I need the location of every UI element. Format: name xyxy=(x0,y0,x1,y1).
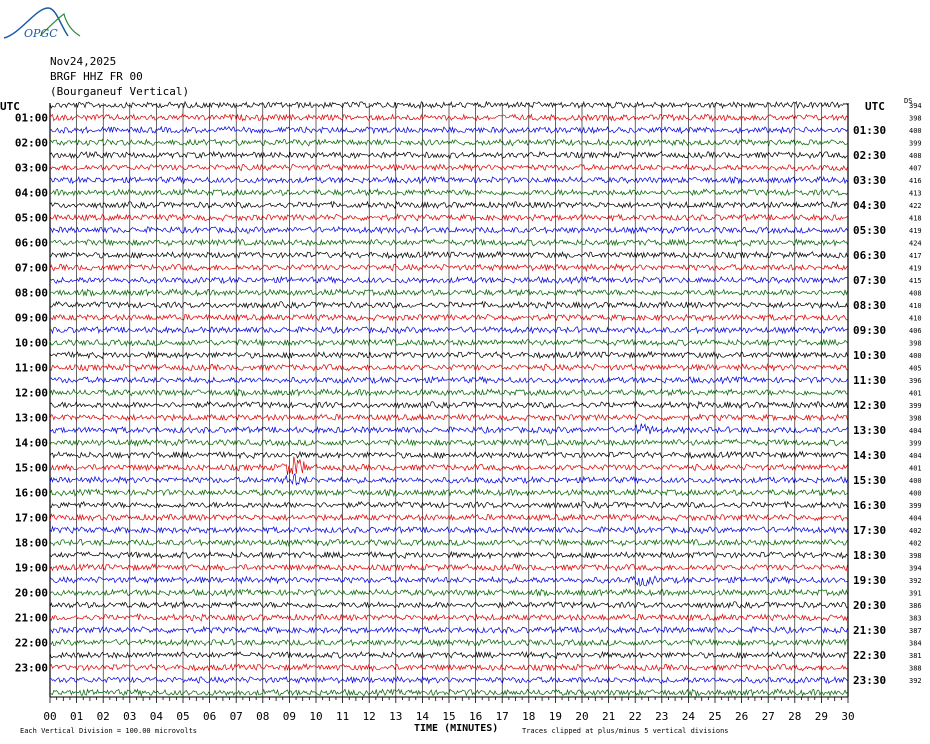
ds-label: DS xyxy=(904,97,913,105)
right-time-label: 17:30 xyxy=(853,524,887,537)
x-tick-label: 07 xyxy=(229,710,243,723)
left-time-label: 14:00 xyxy=(14,436,48,450)
right-time-label: 10:30 xyxy=(853,349,887,362)
ds-value: 419 xyxy=(909,264,922,273)
ds-value: 396 xyxy=(909,377,922,385)
ds-value: 401 xyxy=(909,389,922,398)
x-tick-label: 28 xyxy=(788,710,802,723)
right-time-label: 16:30 xyxy=(853,499,887,512)
right-time-label: 23:30 xyxy=(853,674,887,687)
left-time-label: 15:00 xyxy=(14,461,48,475)
ds-value: 410 xyxy=(909,314,922,323)
left-time-label: 04:00 xyxy=(14,186,48,200)
right-time-label: 01:30 xyxy=(853,124,887,137)
x-tick-label: 29 xyxy=(814,710,829,723)
ds-value: 406 xyxy=(909,327,922,335)
right-time-label: 08:30 xyxy=(853,299,887,312)
x-tick-label: 15 xyxy=(442,710,456,723)
logo-text: OPGC xyxy=(24,27,58,40)
x-tick-label: 16 xyxy=(468,710,483,723)
left-utc-label: UTC xyxy=(0,100,20,113)
ds-value: 384 xyxy=(909,639,922,648)
left-time-label: 07:00 xyxy=(14,261,48,275)
x-tick-label: 02 xyxy=(96,710,110,723)
ds-value: 402 xyxy=(909,539,922,548)
right-time-label: 07:30 xyxy=(853,274,887,287)
ds-value: 383 xyxy=(909,614,922,623)
x-tick-label: 04 xyxy=(149,710,164,723)
right-time-label: 14:30 xyxy=(853,449,887,462)
left-time-label: 10:00 xyxy=(14,336,48,350)
x-tick-label: 21 xyxy=(601,710,616,723)
ds-value: 388 xyxy=(909,664,922,673)
right-time-labels xyxy=(853,124,886,687)
right-time-label: 22:30 xyxy=(853,649,887,662)
x-tick-label: 03 xyxy=(123,710,137,723)
left-time-label: 20:00 xyxy=(14,586,48,600)
ds-value: 399 xyxy=(909,139,922,148)
ds-value-labels xyxy=(909,102,922,685)
ds-value: 387 xyxy=(909,627,922,635)
ds-value: 398 xyxy=(909,114,922,123)
x-tick-label: 19 xyxy=(548,710,563,723)
ds-value: 405 xyxy=(909,364,922,373)
left-time-label: 19:00 xyxy=(14,561,48,575)
scale-note: Each Vertical Division = 100.00 microvolts xyxy=(20,727,198,735)
left-time-label: 21:00 xyxy=(14,611,48,625)
x-tick-label: 20 xyxy=(575,710,589,723)
ds-value: 399 xyxy=(909,402,922,410)
left-time-label: 12:00 xyxy=(14,386,48,400)
right-time-label: 12:30 xyxy=(853,399,887,412)
ds-value: 381 xyxy=(909,652,922,660)
ds-value: 399 xyxy=(909,502,922,510)
ds-value: 404 xyxy=(909,452,922,460)
ds-value: 400 xyxy=(909,477,922,485)
x-tick-label: 14 xyxy=(415,710,430,723)
header-date: Nov24,2025 xyxy=(50,55,117,68)
x-tick-label: 23 xyxy=(655,710,669,723)
x-tick-label: 12 xyxy=(362,710,376,723)
clip-note: Traces clipped at plus/minus 5 vertical divisions xyxy=(522,727,729,735)
left-time-label: 03:00 xyxy=(14,161,48,175)
right-utc-label: UTC xyxy=(865,100,885,113)
right-time-label: 20:30 xyxy=(853,599,887,612)
ds-value: 400 xyxy=(909,489,922,498)
right-time-label: 04:30 xyxy=(853,199,887,212)
ds-value: 394 xyxy=(909,102,922,110)
x-tick-label: 00 xyxy=(43,710,57,723)
ds-value: 391 xyxy=(909,589,922,598)
right-time-label: 02:30 xyxy=(853,149,887,162)
ds-value: 401 xyxy=(909,464,922,473)
x-tick-label: 10 xyxy=(309,710,323,723)
left-time-label: 18:00 xyxy=(14,536,48,550)
left-time-label: 16:00 xyxy=(14,486,48,500)
ds-value: 408 xyxy=(909,152,922,160)
x-tick-label: 08 xyxy=(256,710,270,723)
x-tick-label: 09 xyxy=(282,710,297,723)
ds-value: 410 xyxy=(909,302,922,310)
ds-value: 398 xyxy=(909,414,922,423)
ds-value: 392 xyxy=(909,577,922,585)
left-time-label: 06:00 xyxy=(14,236,48,250)
x-tick-label: 01 xyxy=(69,710,84,723)
right-time-label: 21:30 xyxy=(853,624,887,637)
ds-value: 398 xyxy=(909,339,922,348)
ds-value: 424 xyxy=(909,239,922,248)
left-time-label: 08:00 xyxy=(14,286,48,300)
right-time-label: 06:30 xyxy=(853,249,887,262)
x-tick-label: 18 xyxy=(522,710,536,723)
x-tick-label: 17 xyxy=(495,710,509,723)
ds-value: 404 xyxy=(909,427,922,435)
x-tick-label: 11 xyxy=(335,710,350,723)
left-time-label: 13:00 xyxy=(14,411,48,425)
ds-value: 416 xyxy=(909,177,922,185)
x-tick-label: 25 xyxy=(708,710,722,723)
left-time-label: 23:00 xyxy=(14,661,48,675)
right-time-label: 15:30 xyxy=(853,474,887,487)
x-tick-label: 27 xyxy=(761,710,775,723)
x-tick-label: 13 xyxy=(389,710,403,723)
ds-value: 392 xyxy=(909,677,922,685)
right-time-label: 09:30 xyxy=(853,324,887,337)
right-time-label: 18:30 xyxy=(853,549,887,562)
left-time-label: 05:00 xyxy=(14,211,48,225)
x-tick-label: 06 xyxy=(202,710,217,723)
left-time-label: 02:00 xyxy=(14,136,48,150)
ds-value: 386 xyxy=(909,602,922,610)
ds-value: 415 xyxy=(909,277,922,285)
left-time-labels xyxy=(15,112,48,675)
right-time-label: 03:30 xyxy=(853,174,887,187)
right-time-label: 11:30 xyxy=(853,374,887,387)
header-location: (Bourganeuf Vertical) xyxy=(50,85,190,98)
header-station: BRGF HHZ FR 00 xyxy=(50,70,143,83)
left-time-label: 01:00 xyxy=(14,111,48,125)
ds-value: 394 xyxy=(909,564,922,573)
ds-value: 418 xyxy=(909,214,922,223)
x-tick-label: 05 xyxy=(176,710,190,723)
ds-value: 399 xyxy=(909,439,922,448)
x-tick-label: 26 xyxy=(734,710,749,723)
ds-value: 404 xyxy=(909,514,922,523)
ds-value: 398 xyxy=(909,552,922,560)
left-time-label: 22:00 xyxy=(14,636,48,650)
ds-value: 413 xyxy=(909,189,922,198)
ds-value: 422 xyxy=(909,202,922,210)
right-time-label: 05:30 xyxy=(853,224,887,237)
ds-value: 419 xyxy=(909,227,922,235)
right-time-label: 19:30 xyxy=(853,574,887,587)
ds-value: 402 xyxy=(909,527,922,535)
ds-value: 400 xyxy=(909,352,922,360)
left-time-label: 11:00 xyxy=(14,361,48,375)
x-tick-label: 22 xyxy=(628,710,642,723)
ds-value: 408 xyxy=(909,289,922,298)
x-tick-label: 24 xyxy=(681,710,696,723)
right-time-label: 13:30 xyxy=(853,424,887,437)
x-axis-ticks xyxy=(43,697,854,723)
ds-value: 417 xyxy=(909,252,922,260)
left-time-label: 09:00 xyxy=(14,311,48,325)
ds-value: 407 xyxy=(909,164,922,173)
x-tick-label: 30 xyxy=(841,710,855,723)
left-time-label: 17:00 xyxy=(14,511,48,525)
ds-value: 400 xyxy=(909,127,922,135)
x-axis-title: TIME (MINUTES) xyxy=(414,723,499,734)
